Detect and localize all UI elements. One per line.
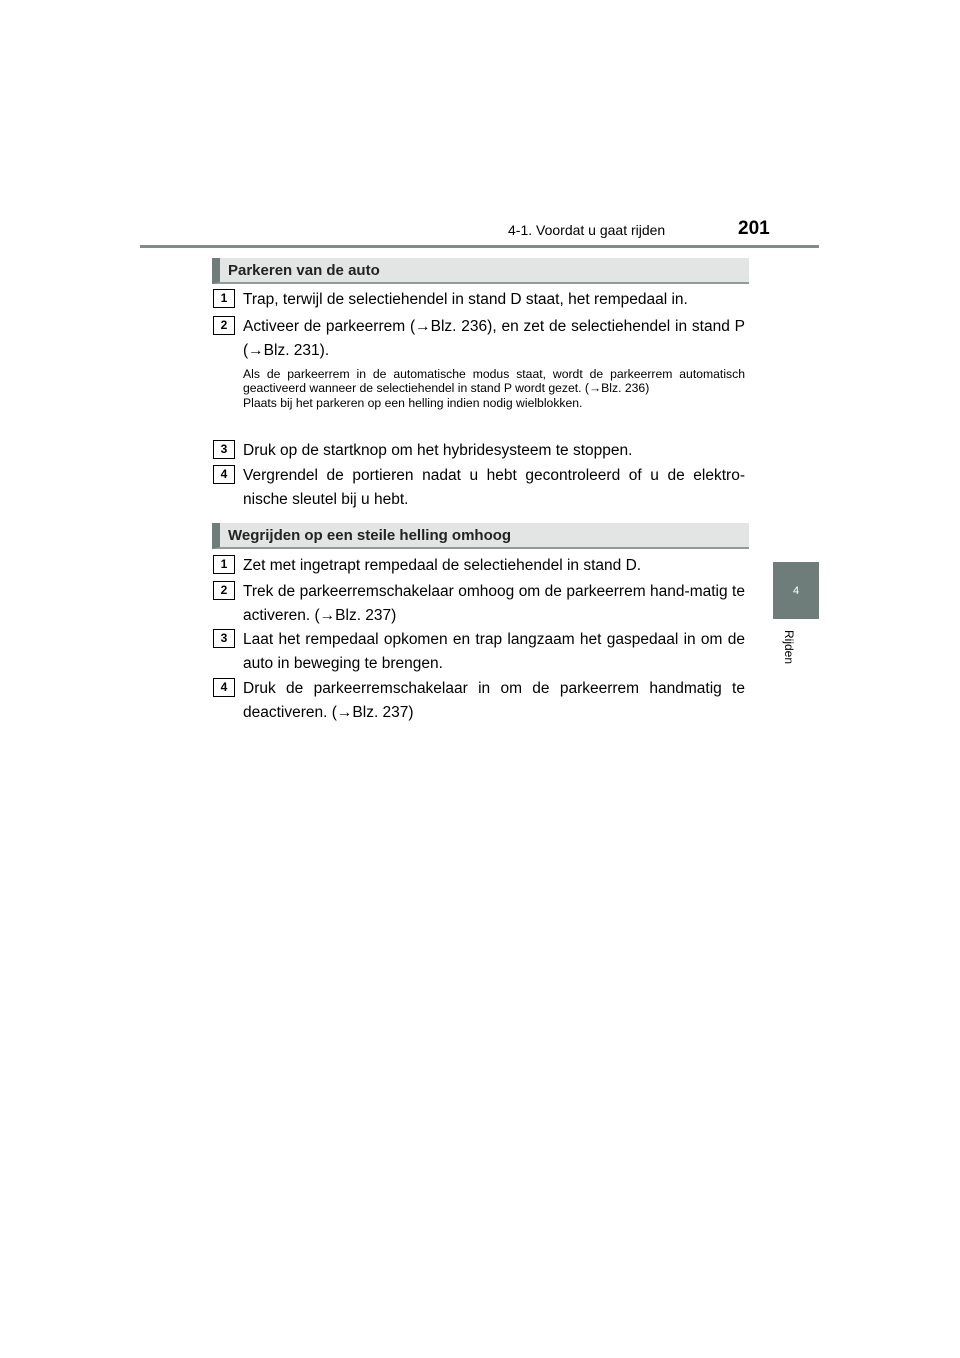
- step-text: Vergrendel de portieren nadat u hebt gecontroleerd of u de elektro-nische sleutel bij u hebt.: [243, 467, 745, 508]
- chapter-label: Rijden: [782, 630, 796, 665]
- section-heading-parking: Parkeren van de auto: [212, 258, 749, 284]
- note-line: Als de parkeerrem in de automatische modus staat, wordt de parkeerrem automatisch geactiveerd wanneer de selectiehendel in stand P wordt gezet. (→Blz. 236): [243, 367, 745, 396]
- step-number-box: 4: [213, 678, 235, 697]
- step-number-box: 4: [213, 465, 235, 484]
- step-number-box: 3: [213, 629, 235, 648]
- step-text: Laat het rempedaal opkomen en trap langzaam het gaspedaal in om de auto in beweging te brengen.: [243, 631, 745, 672]
- step-text: Zet met ingetrapt rempedaal de selectiehendel in stand D.: [243, 557, 642, 574]
- header-rule: [140, 245, 819, 248]
- step-number-box: 1: [213, 289, 235, 308]
- step-text: Activeer de parkeerrem (→Blz. 236), en zet de selectiehendel in stand P (→Blz. 231).: [243, 318, 745, 359]
- chapter-tab[interactable]: [773, 562, 819, 619]
- page-number: 201: [738, 218, 770, 239]
- header-section-title: 4-1. Voordat u gaat rijden: [508, 222, 666, 238]
- step-number-box: 1: [213, 555, 235, 574]
- step-number-box: 3: [213, 440, 235, 459]
- section-heading-uphill-start: Wegrijden op een steile helling omhoog: [212, 523, 749, 549]
- step-text: Druk de parkeerremschakelaar in om de parkeerrem handmatig te deactiveren. (→Blz. 237): [243, 680, 745, 721]
- note: [243, 367, 745, 410]
- step-text: Druk op de startknop om het hybridesysteem te stoppen.: [243, 442, 633, 459]
- step-text: Trek de parkeerremschakelaar omhoog om de parkeerrem hand-matig te activeren. (→Blz. 237): [243, 583, 745, 624]
- step-number-box: 2: [213, 581, 235, 600]
- step-number-box: 2: [213, 316, 235, 335]
- chapter-number: 4: [792, 584, 800, 597]
- note-line: Plaats bij het parkeren op een helling indien nodig wielblokken.: [243, 395, 583, 410]
- step-text: Trap, terwijl de selectiehendel in stand D staat, het rempedaal in.: [243, 291, 688, 308]
